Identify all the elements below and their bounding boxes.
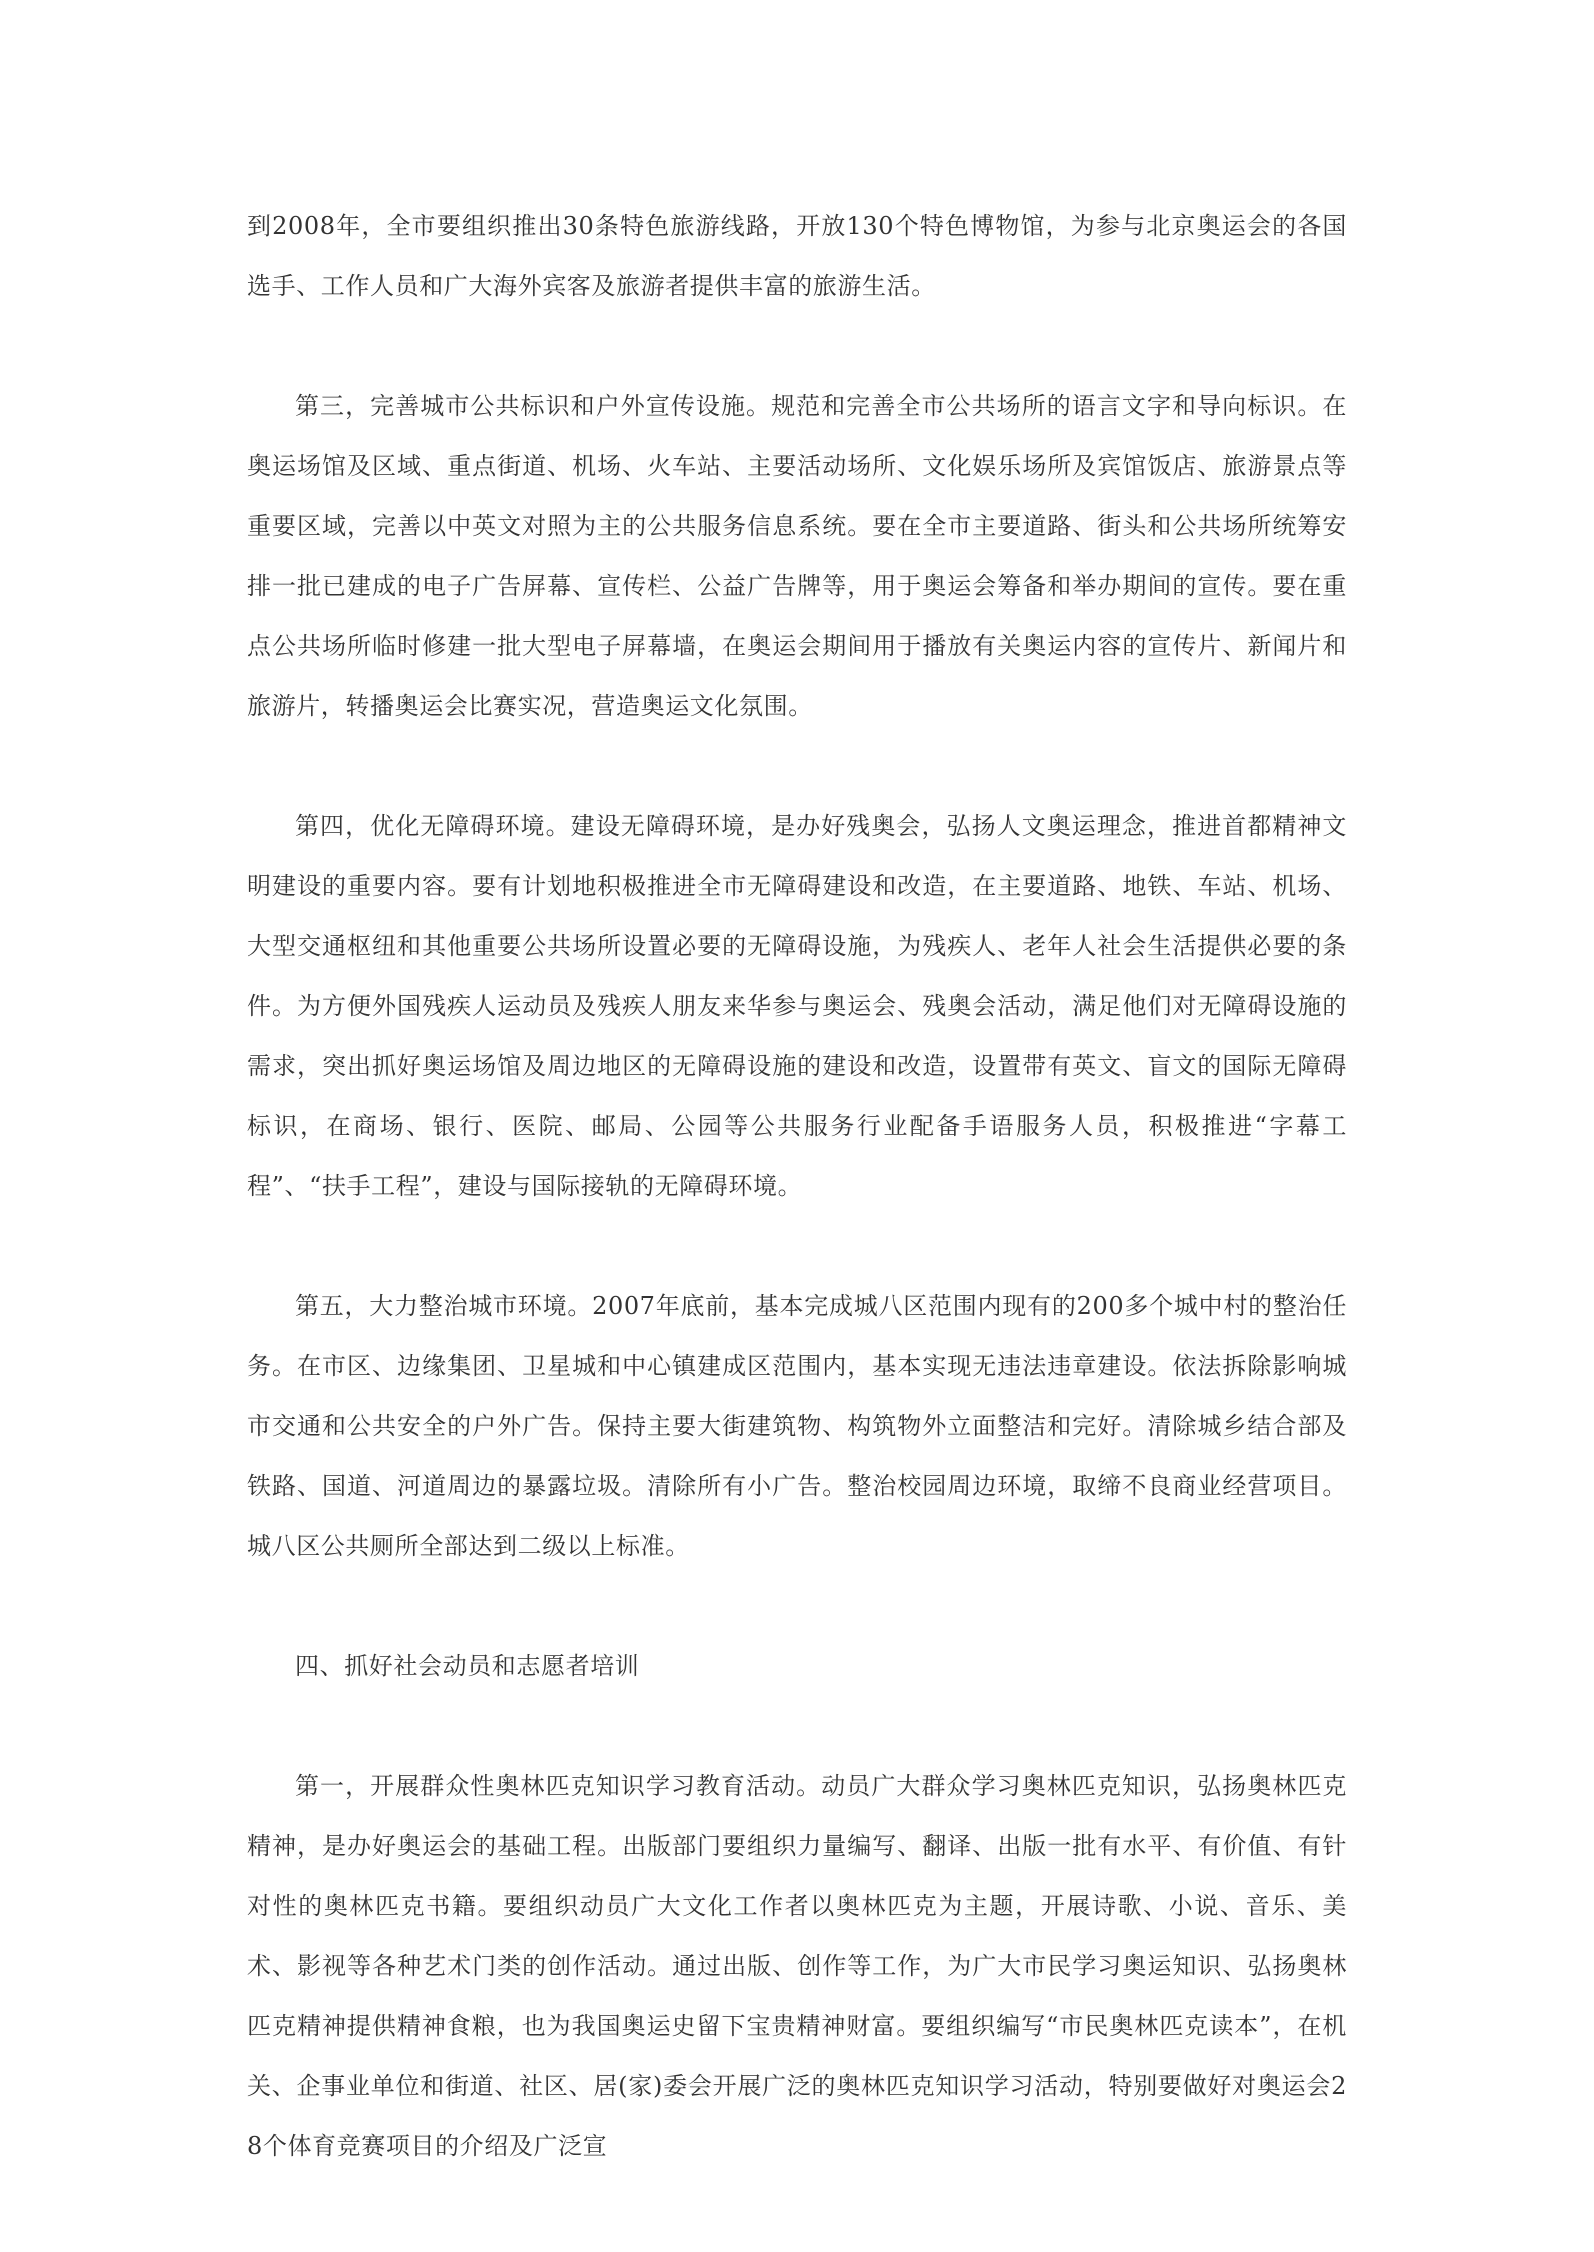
paragraph-city-environment: 第五，大力整治城市环境。2007年底前，基本完成城八区范围内现有的200多个城中村的整治任务。在市区、边缘集团、卫星城和中心镇建成区范围内，基本实现无违法违章建设。依法拆除影响城市交通和公共安全的户外广告。保持主要大街建筑物、构筑物外立面整洁和完好。清除城乡结合部及铁路、国道、河道周边的暴露垃圾。清除所有小广告。整治校园周边环境，取缔不良商业经营项目。城八区公共厕所全部达到二级以上标准。 xyxy=(247,1292,1347,1560)
paragraph-olympic-education: 第一，开展群众性奥林匹克知识学习教育活动。动员广大群众学习奥林匹克知识，弘扬奥林匹克精神，是办好奥运会的基础工程。出版部门要组织力量编写、翻译、出版一批有水平、有价值、有针对性的奥林匹克书籍。要组织动员广大文化工作者以奥林匹克为主题，开展诗歌、小说、音乐、美术、影视等各种艺术门类的创作活动。通过出版、创作等工作，为广大市民学习奥运知识、弘扬奥林匹克精神提供精神食粮，也为我国奥运史留下宝贵精神财富。要组织编写“市民奥林匹克读本”，在机关、企事业单位和街道、社区、居(家)委会开展广泛的奥林匹克知识学习活动，特别要做好对奥运会28个体育竞赛项目的介绍及广泛宣 xyxy=(247,1772,1347,2160)
paragraph-tourism-routes: 到2008年，全市要组织推出30条特色旅游线路，开放130个特色博物馆，为参与北京奥运会的各国选手、工作人员和广大海外宾客及旅游者提供丰富的旅游生活。 xyxy=(247,212,1347,300)
document-body xyxy=(247,196,1347,2236)
paragraph-public-signage: 第三，完善城市公共标识和户外宣传设施。规范和完善全市公共场所的语言文字和导向标识。在奥运场馆及区域、重点街道、机场、火车站、主要活动场所、文化娱乐场所及宾馆饭店、旅游景点等重要区域，完善以中英文对照为主的公共服务信息系统。要在全市主要道路、街头和公共场所统筹安排一批已建成的电子广告屏幕、宣传栏、公益广告牌等，用于奥运会筹备和举办期间的宣传。要在重点公共场所临时修建一批大型电子屏幕墙，在奥运会期间用于播放有关奥运内容的宣传片、新闻片和旅游片，转播奥运会比赛实况，营造奥运文化氛围。 xyxy=(247,392,1347,720)
section-heading-volunteer-training: 四、抓好社会动员和志愿者培训 xyxy=(295,1652,640,1680)
paragraph-barrier-free: 第四，优化无障碍环境。建设无障碍环境，是办好残奥会，弘扬人文奥运理念，推进首都精神文明建设的重要内容。要有计划地积极推进全市无障碍建设和改造，在主要道路、地铁、车站、机场、大型交通枢纽和其他重要公共场所设置必要的无障碍设施，为残疾人、老年人社会生活提供必要的条件。为方便外国残疾人运动员及残疾人朋友来华参与奥运会、残奥会活动，满足他们对无障碍设施的需求，突出抓好奥运场馆及周边地区的无障碍设施的建设和改造，设置带有英文、盲文的国际无障碍标识，在商场、银行、医院、邮局、公园等公共服务行业配备手语服务人员，积极推进“字幕工程”、“扶手工程”，建设与国际接轨的无障碍环境。 xyxy=(247,812,1347,1200)
